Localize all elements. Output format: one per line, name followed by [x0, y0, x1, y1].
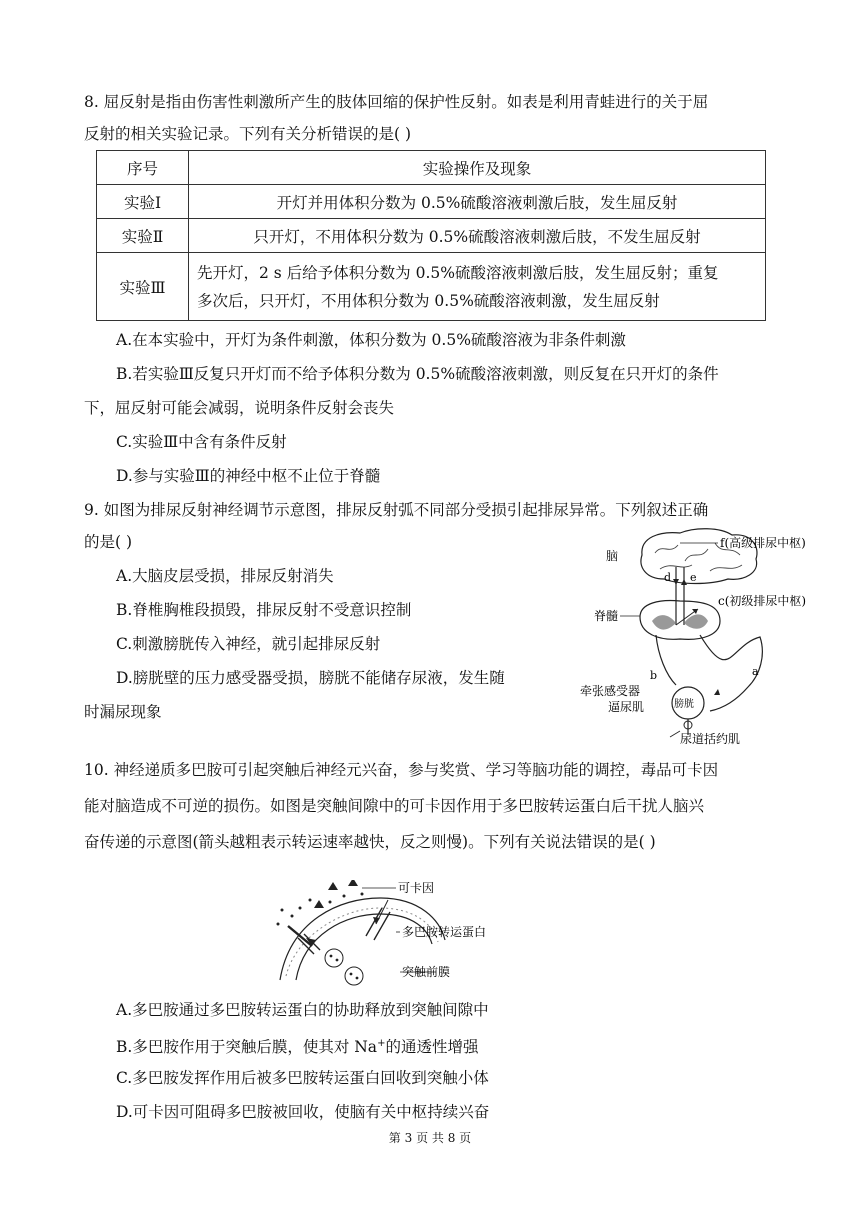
- q10-option-d: D.可卡因可阻碍多巴胺被回收，使脑有关中枢持续兴奋: [116, 1103, 490, 1121]
- footer-pre: 第: [388, 1131, 405, 1145]
- q9-option-d-line2: 时漏尿现象: [84, 703, 162, 721]
- label-a: a: [752, 665, 759, 678]
- label-b: b: [650, 669, 658, 682]
- q8-stem-line1: 8. 屈反射是指由伤害性刺激所产生的肢体回缩的保护性反射。如表是利用青蛙进行的关于屈: [84, 93, 709, 111]
- label-d: d: [664, 571, 672, 584]
- q8-option-d: D.参与实验Ⅲ的神经中枢不止位于脊髓: [116, 467, 381, 485]
- q8-stem-line2: 反射的相关实验记录。下列有关分析错误的是( ): [84, 125, 412, 143]
- q8-experiment-table: [96, 150, 766, 321]
- table-header-row: [97, 151, 766, 185]
- table-cell-text-line2: 多次后，只开灯，不用体积分数为 0.5%硫酸溶液刺激，发生屈反射: [197, 291, 660, 310]
- q10-option-b-sup: +: [377, 1038, 386, 1049]
- label-detrusor: 逼尿肌: [608, 700, 645, 714]
- q10-option-b: [116, 1034, 478, 1057]
- q8-option-a: A.在本实验中，开灯为条件刺激，体积分数为 0.5%硫酸溶液为非条件刺激: [116, 331, 626, 349]
- footer-page-number: 3: [404, 1131, 413, 1145]
- label-dopamine-transporter: 多巴胺转运蛋白: [402, 925, 487, 939]
- q9-stem-line2: 的是( ): [84, 533, 133, 551]
- footer-mid: 页 共: [412, 1131, 448, 1145]
- q8-option-b-line2: 下，屈反射可能会减弱，说明条件反射会丧失: [84, 399, 395, 417]
- page-footer: [0, 1129, 860, 1146]
- urination-reflex-diagram: [580, 525, 860, 750]
- q8-option-b-line1: B.若实验Ⅲ反复只开灯而不给予体积分数为 0.5%硫酸溶液刺激，则反复在只开灯的条件: [116, 365, 719, 383]
- q10-option-a: A.多巴胺通过多巴胺转运蛋白的协助释放到突触间隙中: [116, 1001, 489, 1019]
- label-bladder: 膀胱: [674, 699, 694, 710]
- q9-option-d-line1: D.膀胱壁的压力感受器受损，膀胱不能储存尿液，发生随: [116, 669, 505, 687]
- label-c-center: c(初级排尿中枢): [718, 594, 807, 608]
- label-brain: 脑: [606, 549, 619, 563]
- synapse-cocaine-diagram: [270, 880, 530, 992]
- table-cell-label: 实验Ⅰ: [97, 185, 189, 219]
- q10-option-b-pre: B.多巴胺作用于突触后膜，使其对 Na: [116, 1038, 378, 1057]
- table-cell-text: [189, 253, 766, 321]
- table-cell-text: 只开灯，不用体积分数为 0.5%硫酸溶液刺激后肢，不发生屈反射: [189, 219, 766, 253]
- q10-option-b-post: 的通透性增强: [385, 1038, 479, 1057]
- q10-option-c: C.多巴胺发挥作用后被多巴胺转运蛋白回收到突触小体: [116, 1069, 489, 1087]
- q9-stem-line1: 9. 如图为排尿反射神经调节示意图，排尿反射弧不同部分受损引起排尿异常。下列叙述正确: [84, 501, 709, 519]
- q9-option-b: B.脊椎胸椎段损毁，排尿反射不受意识控制: [116, 601, 412, 619]
- label-sphincter: 尿道括约肌: [680, 732, 741, 746]
- table-header-index: 序号: [97, 151, 189, 185]
- q10-stem-line1: 10. 神经递质多巴胺可引起突触后神经元兴奋，参与奖赏、学习等脑功能的调控，毒品可卡因: [84, 761, 719, 779]
- spinal-cord-shape: [640, 601, 720, 640]
- table-row: [97, 253, 766, 321]
- table-row: [97, 219, 766, 253]
- table-cell-label: 实验Ⅱ: [97, 219, 189, 253]
- table-cell-label: 实验Ⅲ: [97, 253, 189, 321]
- label-presynaptic-membrane: 突触前膜: [402, 965, 451, 979]
- footer-total-pages: 8: [447, 1131, 456, 1145]
- footer-post: 页: [455, 1131, 472, 1145]
- label-f-center: f(高级排尿中枢): [720, 536, 806, 550]
- table-cell-text-line1: 先开灯，2 s 后给予体积分数为 0.5%硫酸溶液刺激后肢，发生屈反射；重复: [197, 263, 719, 282]
- label-spinal: 脊髓: [594, 609, 619, 623]
- q9-option-a: A.大脑皮层受损，排尿反射消失: [116, 567, 334, 585]
- table-header-operation: 实验操作及现象: [189, 151, 766, 185]
- table-row: [97, 185, 766, 219]
- q10-stem-line3: 奋传递的示意图(箭头越粗表示转运速率越快，反之则慢)。下列有关说法错误的是( ): [84, 833, 656, 851]
- label-e: e: [690, 571, 697, 584]
- label-cocaine: 可卡因: [398, 881, 435, 895]
- q10-stem-line2: 能对脑造成不可逆的损伤。如图是突触间隙中的可卡因作用于多巴胺转运蛋白后干扰人脑兴: [84, 797, 705, 815]
- q9-option-c: C.刺激膀胱传入神经，就引起排尿反射: [116, 635, 381, 653]
- q8-option-c: C.实验Ⅲ中含有条件反射: [116, 433, 287, 451]
- table-cell-text: 开灯并用体积分数为 0.5%硫酸溶液刺激后肢，发生屈反射: [189, 185, 766, 219]
- label-stretch-receptor: 牵张感受器: [580, 684, 641, 698]
